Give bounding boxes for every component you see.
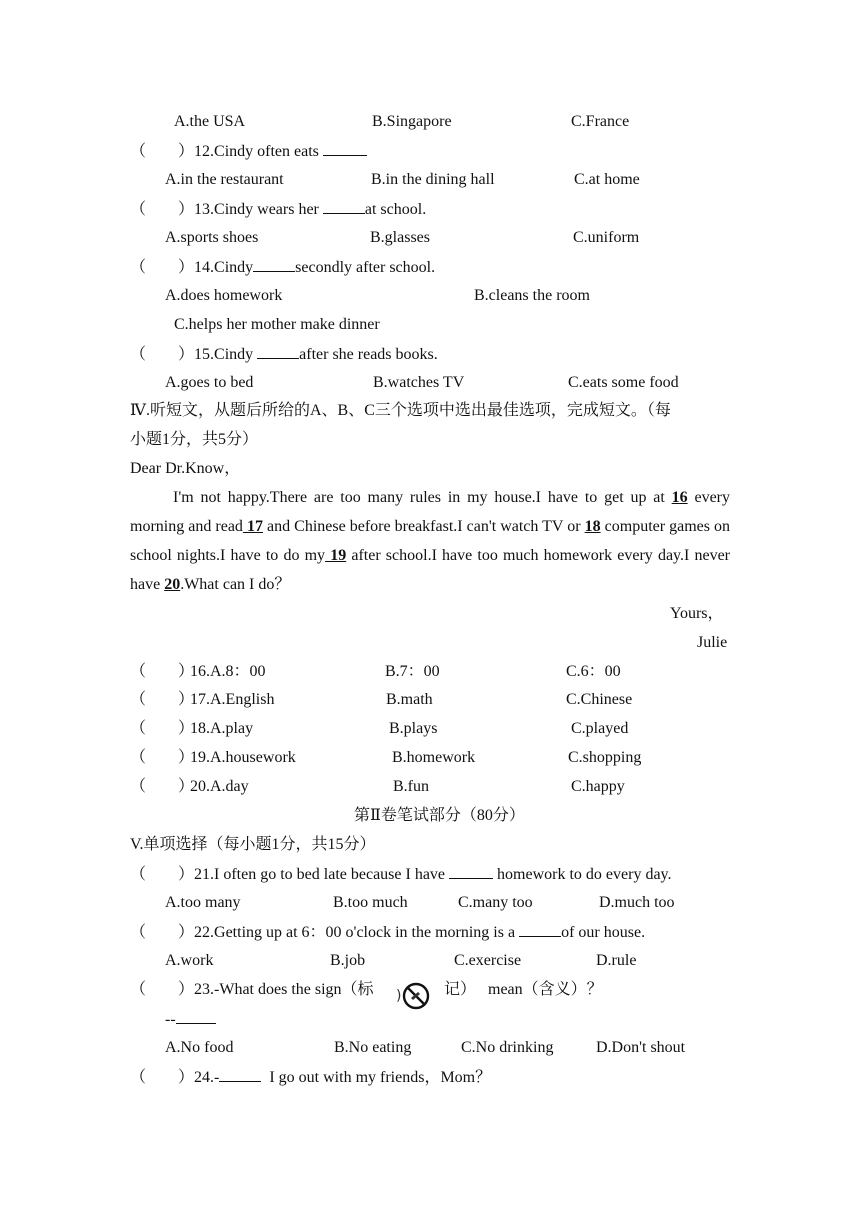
q21-option-d: D.much too <box>599 894 675 911</box>
letter-text: I'm not happy.There are too many rules in my house.I have to get up at <box>173 489 672 506</box>
answer-blank <box>253 257 295 272</box>
q16-paren: （ ） <box>130 663 195 680</box>
q21-option-c: C.many too <box>458 894 533 911</box>
q20-option-a: 20.A.day <box>190 778 249 795</box>
answer-paren: （ ） <box>130 346 195 363</box>
q17-option-b: B.math <box>386 691 433 708</box>
question-text-pre: 22.Getting up at 6：00 o'clock in the morning is a <box>194 924 516 941</box>
q17-paren: （ ） <box>130 691 195 708</box>
blank-16: 16 <box>671 489 688 506</box>
q16-option-c: C.6：00 <box>566 663 621 680</box>
letter-text: every morning and read <box>130 489 731 535</box>
answer-paren: （ ） <box>130 866 195 883</box>
q15-option-b: B.watches TV <box>373 374 465 391</box>
question-text-post: homework to do every day. <box>497 866 672 883</box>
question-text-pre: 14.Cindy <box>194 259 254 276</box>
q14-option-c: C.helps her mother make dinner <box>174 316 380 333</box>
question-text-pre: 15.Cindy <box>194 346 254 363</box>
q11-option-a: A.the USA <box>174 113 246 130</box>
q12-option-a: A.in the restaurant <box>165 171 284 188</box>
q15-question <box>130 344 438 365</box>
q21-option-a: A.too many <box>165 894 241 911</box>
q14-option-b: B.cleans the room <box>474 287 590 304</box>
answer-blank <box>219 1067 261 1082</box>
q18-paren: （ ） <box>130 720 195 737</box>
answer-blank <box>257 344 299 359</box>
answer-paren: （ ） <box>130 924 195 941</box>
answer-paren: （ ） <box>130 1069 195 1086</box>
q19-option-b: B.homework <box>392 749 476 766</box>
section5-title: V.单项选择（每小题1分，共15分） <box>130 836 376 853</box>
q22-question <box>130 922 645 943</box>
letter-text: computer games on school nights.I have to do my <box>130 518 731 564</box>
q13-option-b: B.glasses <box>370 229 430 246</box>
q13-option-c: C.uniform <box>573 229 640 246</box>
q12-option-c: C.at home <box>574 171 640 188</box>
blank-20: 20 <box>164 576 181 593</box>
q15-option-a: A.goes to bed <box>165 374 254 391</box>
q21-question <box>130 864 672 885</box>
answer-paren: （ ） <box>130 981 195 998</box>
q23-question-post: mean（含义）？ <box>488 981 603 998</box>
letter-greeting: Dear Dr.Know， <box>130 460 241 477</box>
q23-option-c: C.No drinking <box>461 1039 554 1056</box>
answer-blank <box>519 922 561 937</box>
q24-question <box>130 1067 491 1088</box>
question-text-pre: 24.- <box>194 1069 220 1086</box>
q11-option-b: B.Singapore <box>372 113 452 130</box>
letter-body <box>130 483 730 599</box>
answer-prefix: -- <box>165 1011 176 1028</box>
letter-closing: Yours， <box>670 605 724 622</box>
q13-question <box>130 199 426 220</box>
blank-18: 18 <box>584 518 601 535</box>
q23-answer-line <box>165 1009 216 1030</box>
answer-blank <box>323 199 365 214</box>
q15-option-c: C.eats some food <box>568 374 679 391</box>
part2-title: 第Ⅱ卷笔试部分（80分） <box>354 807 525 824</box>
question-text-post: after she reads books. <box>299 346 438 363</box>
section4-heading-line1: Ⅳ.听短文，从题后所给的A、B、C三个选项中选出最佳选项，完成短文。（每 <box>130 402 671 419</box>
q11-option-c: C.France <box>571 113 630 130</box>
q18-option-a: 18.A.play <box>190 720 254 737</box>
blank-19: 19 <box>325 547 347 564</box>
q16-option-b: B.7：00 <box>385 663 440 680</box>
q13-option-a: A.sports shoes <box>165 229 259 246</box>
q18-option-c: C.played <box>571 720 629 737</box>
q20-paren: （ ） <box>130 778 195 795</box>
question-text-pre: 21.I often go to bed late because I have <box>194 866 446 883</box>
q22-option-d: D.rule <box>596 952 637 969</box>
question-text-post: at school. <box>364 201 427 218</box>
q22-option-b: B.job <box>330 952 366 969</box>
q23-option-b: B.No eating <box>334 1039 412 1056</box>
answer-blank <box>449 864 493 879</box>
question-text-post: I go out with my friends，Mom？ <box>269 1069 492 1086</box>
answer-paren: （ ） <box>130 143 195 160</box>
q22-option-c: C.exercise <box>454 952 522 969</box>
question-text: 12.Cindy often eats <box>194 143 319 160</box>
q14-option-a: A.does homework <box>165 287 283 304</box>
q19-paren: （ ） <box>130 749 195 766</box>
q23-question-pre <box>130 980 374 1000</box>
q17-option-a: 17.A.English <box>190 691 275 708</box>
letter-text: .What can I do？ <box>180 576 291 593</box>
q20-option-b: B.fun <box>393 778 429 795</box>
answer-paren: （ ） <box>130 259 195 276</box>
letter-text: and Chinese before breakfast.I can't watch TV or <box>262 518 585 535</box>
q19-option-a: 19.A.housework <box>190 749 296 766</box>
question-text-pre: 13.Cindy wears her <box>194 201 319 218</box>
q19-option-c: C.shopping <box>568 749 642 766</box>
q23-option-d: D.Don't shout <box>596 1039 686 1056</box>
q18-option-b: B.plays <box>389 720 438 737</box>
q21-option-b: B.too much <box>333 894 408 911</box>
blank-17: 17 <box>242 518 263 535</box>
answer-paren: （ ） <box>130 201 195 218</box>
q23-question-mid: 记） <box>444 981 477 998</box>
letter-signature: Julie <box>697 634 728 651</box>
section4-heading-line2: 小题1分，共5分） <box>130 431 259 448</box>
q14-question <box>130 257 435 278</box>
answer-blank <box>176 1009 216 1024</box>
question-text-post: of our house. <box>561 924 646 941</box>
q12-option-b: B.in the dining hall <box>371 171 495 188</box>
letter-text: after school.I have too much homework every day.I never have <box>130 547 731 593</box>
no-eating-sign-icon <box>396 978 430 1012</box>
q16-option-a: 16.A.8：00 <box>190 663 266 680</box>
svg-text:): ) <box>396 988 402 1004</box>
q12-question <box>130 141 367 162</box>
q23-option-a: A.No food <box>165 1039 234 1056</box>
question-text-post: secondly after school. <box>295 259 436 276</box>
answer-blank <box>323 141 367 156</box>
q20-option-c: C.happy <box>571 778 625 795</box>
question-text-pre: 23.-What does the sign（标 <box>194 981 374 998</box>
q17-option-c: C.Chinese <box>566 691 633 708</box>
q22-option-a: A.work <box>165 952 214 969</box>
